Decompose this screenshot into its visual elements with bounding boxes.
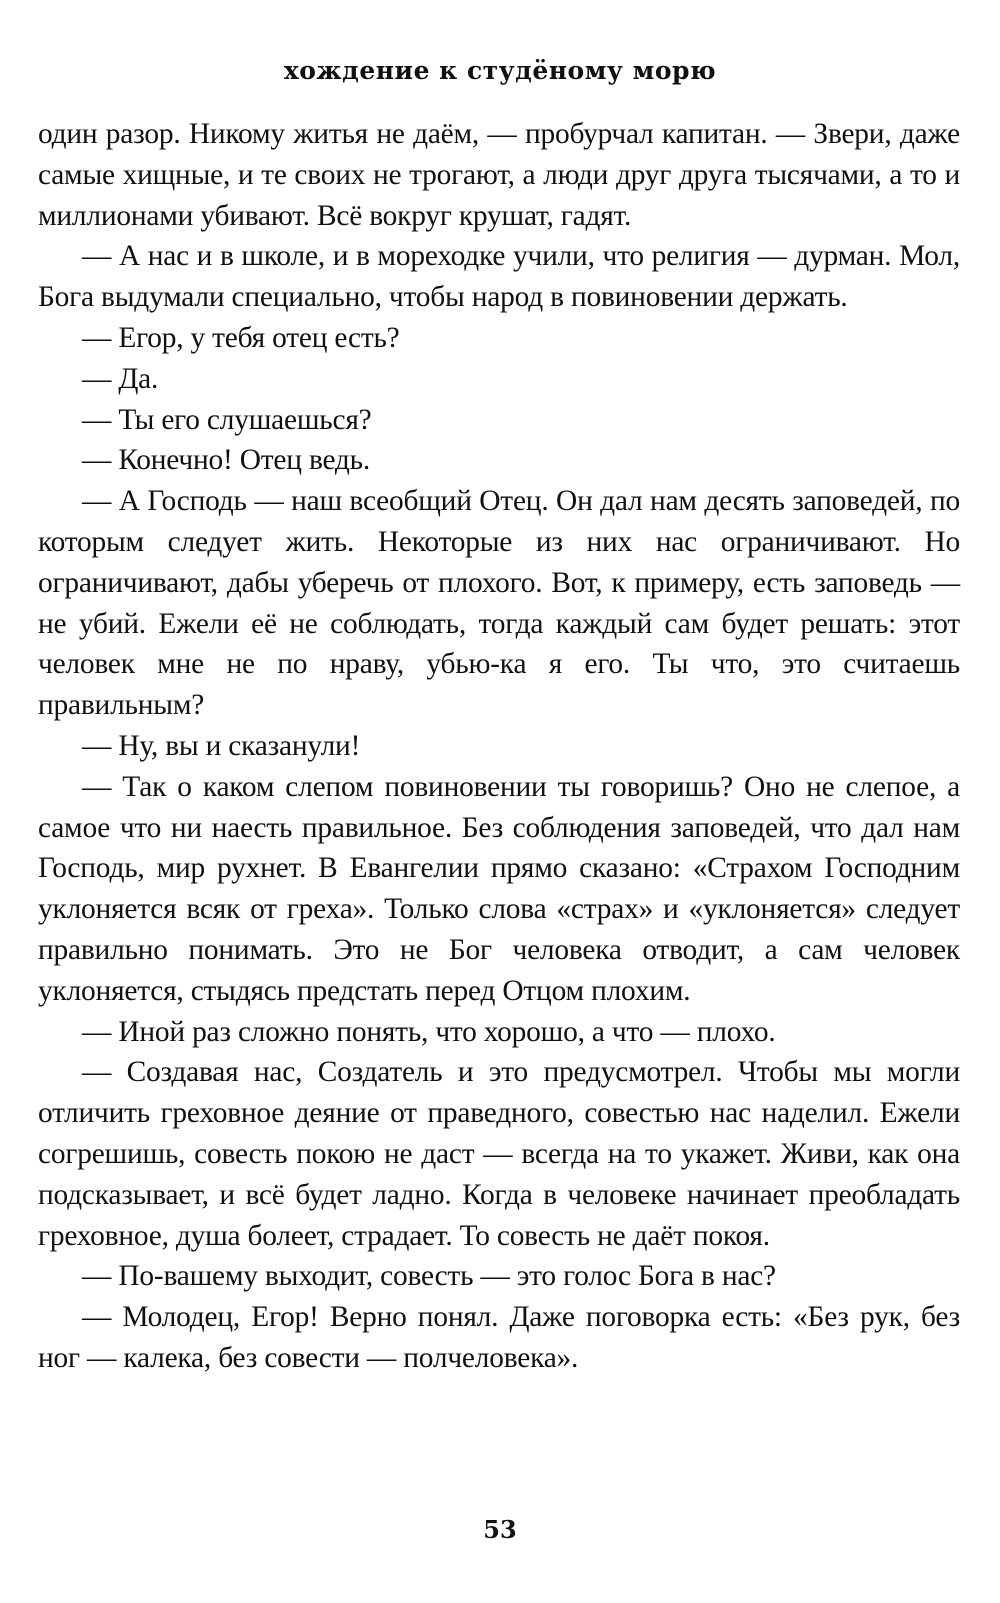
paragraph: — Конечно! Отец ведь. <box>82 444 371 477</box>
paragraph: — А Господь — наш всеобщий Отец. Он дал нам десять заповедей, по которым следует жить. Некоторые из них нас ограничивают. Но ограничивают, дабы уберечь от плохого. Вот, к примеру, есть заповедь — не убий. Ежели её не соблюдать, тогда каждый сам будет решать: этот человек мне не по нраву, убью-ка я его. Ты что, это считаешь правильным? <box>38 485 960 722</box>
paragraph: — Да. <box>82 362 159 395</box>
paragraph: — Ты его слушаешься? <box>82 403 372 436</box>
page-number: 53 <box>483 1515 517 1544</box>
paragraph: — Создавая нас, Создатель и это предусмотрел. Чтобы мы могли отличить греховное деяние от праведного, совестью нас наделил. Ежели согрешишь, совесть покою не даст — всегда на то укажет. Живи, как она подсказывает, и всё будет ладно. Когда в человеке начинает преобладать греховное, душа болеет, страдает. То совесть не даёт покоя. <box>38 1056 960 1252</box>
paragraph: — Ну, вы и сказанули! <box>82 729 361 762</box>
paragraph: один разор. Никому житья не даём, — пробурчал капитан. — Звери, даже самые хищные, и те своих не трогают, а люди друг друга тысячами, а то и миллионами убивают. Всё вокруг крушат, гадят. <box>38 118 960 232</box>
paragraph: — А нас и в школе, и в мореходке учили, что религия — дурман. Мол, Бога выдумали специально, чтобы народ в повиновении держать. <box>38 240 960 314</box>
paragraph: — Иной раз сложно понять, что хорошо, а что — плохо. <box>82 1015 776 1048</box>
running-title: хождение к студёному морю <box>283 56 717 85</box>
paragraph: — Егор, у тебя отец есть? <box>82 321 400 354</box>
body-text <box>38 114 960 1379</box>
paragraph: — По-вашему выходит, совесть — это голос Бога в нас? <box>82 1260 776 1293</box>
paragraph: — Молодец, Егор! Верно понял. Даже поговорка есть: «Без рук, без ног — калека, без совести — полчеловека». <box>38 1301 960 1374</box>
paragraph: — Так о каком слепом повиновении ты говоришь? Оно не слепое, а самое что ни наесть правильное. Без соблюдения заповедей, что дал нам Господь, мир рухнет. В Евангелии прямо сказано: «Страхом Господним уклоняется всяк от греха». Только слова «страх» и «уклоняется» следует правильно понимать. Это не Бог человека отводит, а сам человек уклоняется, стыдясь предстать перед Отцом плохим. <box>38 770 960 1007</box>
